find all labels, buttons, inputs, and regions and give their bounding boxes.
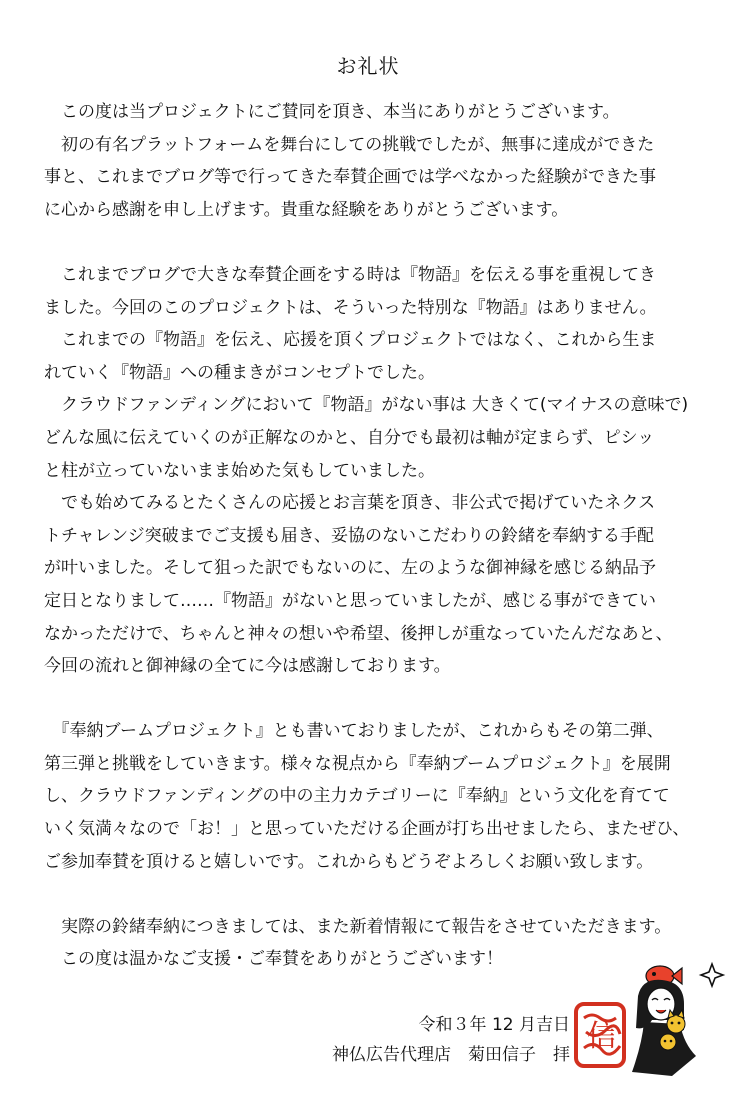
seal-stamp-text: 信: [587, 1019, 617, 1054]
signature-name: 神仏広告代理店 菊田信子 拝: [332, 1045, 570, 1065]
page-title: お礼状: [336, 54, 400, 78]
seal-stamp-icon: [576, 1004, 624, 1066]
letter-line: ご参加奉賛を頂けると嬉しいです。これからもどうぞよろしくお願い致します。: [44, 851, 654, 872]
girl-figure-icon: [632, 966, 696, 1076]
paragraph-spacer: [44, 683, 704, 716]
letter-line: 『奉納ブームプロジェクト』とも書いておりましたが、これからもその第二弾、: [44, 721, 664, 742]
signature-date: 令和３年 12 月吉日: [418, 1015, 570, 1035]
letter-line: れていく『物語』への種まきがコンセプトでした。: [44, 362, 435, 383]
letter-line: し、クラウドファンディングの中の主力カテゴリーに『奉納』という文化を育てて: [44, 786, 670, 807]
letter-line: 今回の流れと御神縁の全てに今は感謝しております。: [44, 656, 451, 677]
letter-body: [44, 96, 704, 976]
sparkle-icon: [701, 964, 723, 986]
letter-line: 実際の鈴緒奉納につきましては、また新着情報にて報告をさせていただきます。: [44, 916, 672, 937]
paragraph-spacer: [44, 226, 704, 259]
letter-line: これまでの『物語』を伝え、応援を頂くプロジェクトではなく、これから生ま: [44, 330, 657, 351]
letter-line: どんな風に伝えていくのが正解なのかと、自分でも最初は軸が定まらず、ピシッ: [44, 427, 655, 448]
letter-line: が叶いました。そして狙った訳でもないのに、左のような御神縁を感じる納品予: [44, 558, 656, 579]
letter-line: 定日となりまして……『物語』がないと思っていましたが、感じる事ができてい: [44, 590, 656, 611]
letter-line: いく気満々なので「お！」と思っていただける企画が打ち出せましたら、またぜひ、: [44, 819, 690, 840]
letter-line: この度は温かなご支援・ご奉賛をありがとうございます！: [44, 949, 503, 970]
signature-block: [332, 1010, 570, 1070]
letter-line: これまでブログで大きな奉賛企画をする時は『物語』を伝える事を重視してき: [44, 264, 656, 285]
letter-line: に心から感謝を申し上げます。貴重な経験をありがとうございます。: [44, 199, 569, 220]
letter-line: ました。今回のこのプロジェクトは、そういった特別な『物語』はありません。: [44, 297, 657, 318]
letter-line: トチャレンジ突破までご支援も届き、妥協のないこだわりの鈴緒を奉納する手配: [44, 525, 654, 546]
paragraph-spacer: [44, 878, 704, 911]
letter-line: でも始めてみるとたくさんの応援とお言葉を頂き、非公式で掲げていたネクス: [44, 493, 656, 514]
letter-line: 事と、これまでブログ等で行ってきた奉賛企画では学べなかった経験ができた事: [44, 167, 656, 188]
letter-line: 初の有名プラットフォームを舞台にしての挑戦でしたが、無事に達成ができた: [44, 134, 655, 155]
mascot-illustration: [572, 960, 732, 1080]
letter-line: なかっただけで、ちゃんと神々の想いや希望、後押しが重なっていたんだなあと、: [44, 623, 673, 644]
letter-line: クラウドファンディングにおいて『物語』がない事は 大きくて(マイナスの意味で): [44, 395, 689, 416]
letter-line: この度は当プロジェクトにご賛同を頂き、本当にありがとうございます。: [44, 102, 620, 122]
letter-line: と柱が立っていないまま始めた気もしていました。: [44, 460, 435, 481]
letter-line: 第三弾と挑戦をしていきます。様々な視点から『奉納ブームプロジェクト』を展開: [44, 753, 671, 774]
